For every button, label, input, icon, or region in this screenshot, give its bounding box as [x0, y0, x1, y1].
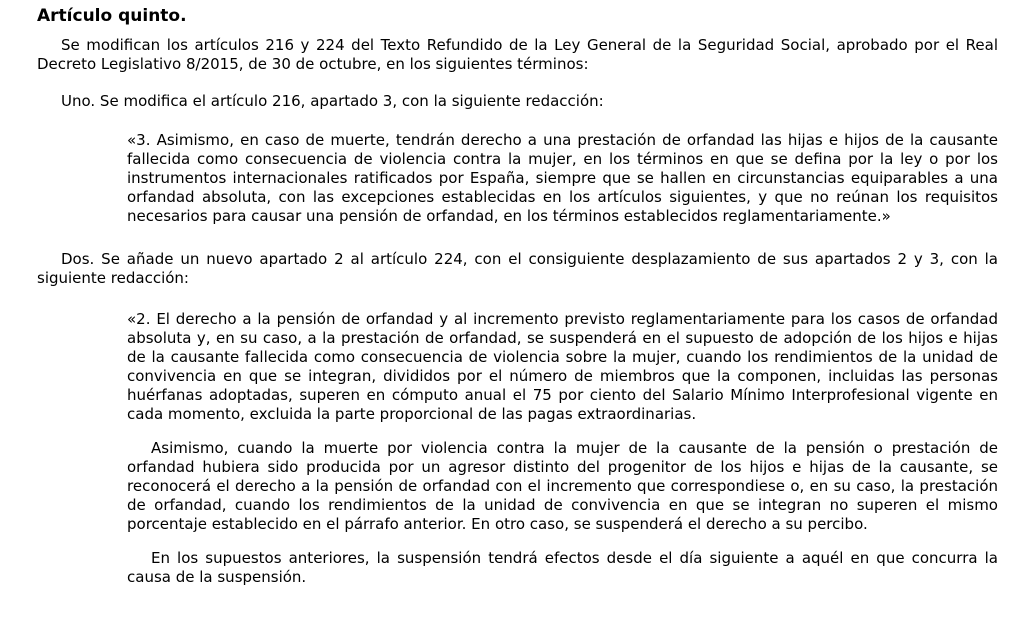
- quote-dos-paragraph-1: «2. El derecho a la pensión de orfandad y al incremento previsto reglamentariamente para los casos de orfandad absoluta y, en su caso, a la prestación de orfandad, se suspenderá en el supuesto de adopción de los hijos e hijas de la causante fallecida como consecuencia de violencia sobre la mujer, cuando los rendimientos de la unidad de convivencia en que se integran, divididos por el número de miembros que la componen, incluidas las personas huérfanas adoptadas, superen en cómputo anual el 75 por ciento del Salario Mínimo Interprofesional vigente en cada momento, excluida la parte proporcional de las pagas extraordinarias.: [127, 310, 998, 423]
- section-dos: Dos. Se añade un nuevo apartado 2 al artículo 224, con el consiguiente desplazamiento de sus apartados 2 y 3, con la siguiente redacción:: [37, 250, 998, 287]
- intro-paragraph: Se modifican los artículos 216 y 224 del Texto Refundido de la Ley General de la Seguridad Social, aprobado por el Real Decreto Legislativo 8/2015, de 30 de octubre, en los siguientes términos:: [37, 36, 998, 73]
- quote-block-dos: [127, 310, 998, 587]
- quote-dos-paragraph-2: Asimismo, cuando la muerte por violencia contra la mujer de la causante de la pensión o prestación de orfandad hubiera sido producida por un agresor distinto del progenitor de los hijos e hijas de la causante, se reconocerá el derecho a la pensión de orfandad con el incremento que correspondiese o, en su caso, la prestación de orfandad, cuando los rendimientos de la unidad de convivencia en que se integran no superen el mismo porcentaje establecido en el párrafo anterior. En otro caso, se suspenderá el derecho a su percibo.: [127, 439, 998, 533]
- section-uno: Uno. Se modifica el artículo 216, apartado 3, con la siguiente redacción:: [61, 92, 604, 110]
- quote-dos-paragraph-3: En los supuestos anteriores, la suspensión tendrá efectos desde el día siguiente a aquél en que concurra la causa de la suspensión.: [127, 549, 998, 586]
- quote-uno-paragraph: «3. Asimismo, en caso de muerte, tendrán derecho a una prestación de orfandad las hijas e hijos de la causante fallecida como consecuencia de violencia contra la mujer, en los términos en que se defina por la ley o por los instrumentos internacionales ratificados por España, siempre que se hallen en circunstancias equiparables a una orfandad absoluta, con las excepciones establecidas en los artículos siguientes, y que no reúnan los requisitos necesarios para causar una pensión de orfandad, en los términos establecidos reglamentariamente.»: [127, 131, 998, 225]
- quote-block-uno: [127, 131, 998, 226]
- article-heading: Artículo quinto.: [37, 6, 187, 26]
